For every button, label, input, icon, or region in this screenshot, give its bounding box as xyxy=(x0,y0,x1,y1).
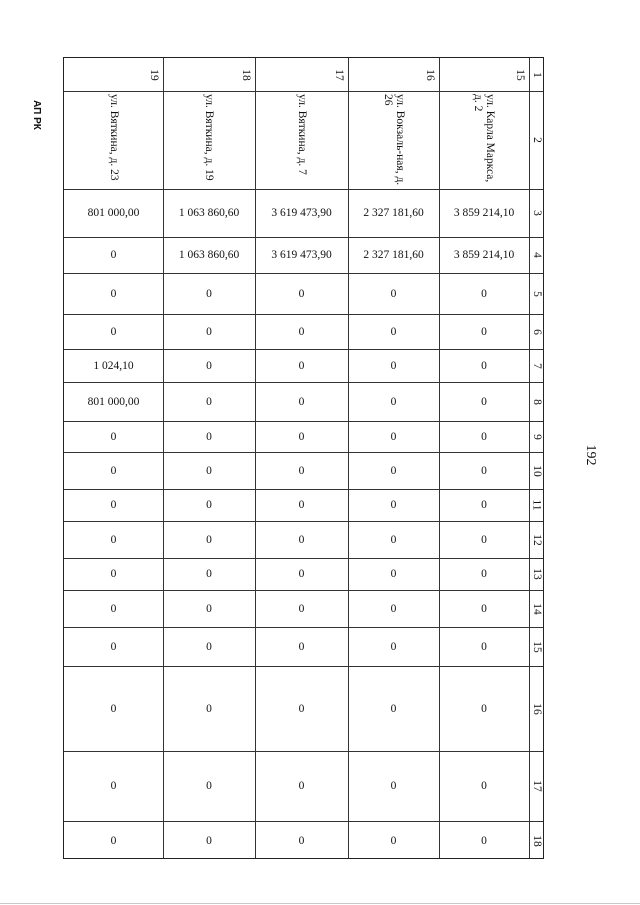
value-cell-text: 0 xyxy=(206,430,212,443)
column-number-3 xyxy=(529,189,545,237)
value-cell xyxy=(255,452,348,489)
value-cell-text: 0 xyxy=(390,287,397,300)
column-number-18-text: 18 xyxy=(531,834,543,847)
address-text: ул. Вяткина, д. 7 xyxy=(295,94,308,175)
address-cell-16 xyxy=(348,91,439,189)
value-cell-text: 0 xyxy=(298,325,305,338)
value-cell-text: 0 xyxy=(481,602,487,615)
row-number-17-text: 17 xyxy=(332,68,345,81)
value-cell-text: 0 xyxy=(110,702,117,715)
page-bottom-rule xyxy=(0,903,640,904)
value-cell-text: 0 xyxy=(206,533,212,546)
column-number-13-text: 13 xyxy=(531,568,543,580)
column-number-14-text: 14 xyxy=(531,602,543,615)
value-cell-text: 0 xyxy=(206,395,212,408)
value-cell xyxy=(348,452,439,489)
column-number-15 xyxy=(529,627,545,666)
value-cell-text: 0 xyxy=(481,568,487,580)
column-number-16-text: 16 xyxy=(531,702,543,715)
value-cell-text: 0 xyxy=(206,568,212,580)
column-number-2-text: 2 xyxy=(531,137,543,143)
value-cell xyxy=(163,189,255,237)
value-cell-text: 0 xyxy=(481,640,487,653)
value-cell-text: 0 xyxy=(481,499,487,511)
value-cell xyxy=(439,273,529,314)
address-text: ул. Вяткина, д. 19 xyxy=(203,94,215,181)
value-cell xyxy=(163,521,255,558)
column-number-8 xyxy=(529,382,545,421)
value-cell-text: 0 xyxy=(206,325,212,338)
value-cell xyxy=(163,558,255,590)
column-number-1 xyxy=(529,58,545,91)
address-text: ул. Вяткина, д. 23 xyxy=(107,94,120,181)
value-cell xyxy=(163,627,255,666)
value-cell xyxy=(64,666,163,751)
value-cell-text: 801 000,00 xyxy=(87,395,140,408)
value-cell xyxy=(348,273,439,314)
value-cell-text: 0 xyxy=(390,568,397,580)
value-cell-text: 0 xyxy=(206,602,212,615)
address-cell-17 xyxy=(255,91,348,189)
value-cell-text: 2 327 181,60 xyxy=(363,207,424,219)
value-cell-text: 0 xyxy=(110,533,117,546)
value-cell-text: 0 xyxy=(298,834,305,847)
value-cell-text: 0 xyxy=(390,325,397,338)
value-cell-text: 0 xyxy=(390,834,397,847)
value-cell xyxy=(348,382,439,421)
value-cell xyxy=(64,273,163,314)
value-cell-text: 0 xyxy=(298,430,305,443)
value-cell-text: 0 xyxy=(298,640,305,653)
value-cell-text: 0 xyxy=(298,499,305,511)
value-cell-text: 0 xyxy=(206,702,212,715)
value-cell-text: 0 xyxy=(390,430,397,443)
value-cell xyxy=(163,421,255,452)
value-cell xyxy=(439,452,529,489)
value-cell-text: 0 xyxy=(206,640,212,653)
value-cell xyxy=(64,237,163,273)
value-cell xyxy=(64,489,163,521)
value-cell xyxy=(64,751,163,821)
value-cell xyxy=(255,558,348,590)
value-cell xyxy=(348,421,439,452)
value-cell xyxy=(439,349,529,382)
rotated-data-table xyxy=(63,57,544,859)
value-cell-text: 0 xyxy=(110,325,117,338)
column-number-9-text: 9 xyxy=(531,433,543,440)
value-cell xyxy=(255,521,348,558)
value-cell xyxy=(439,421,529,452)
value-cell-text: 1 024,10 xyxy=(93,359,134,372)
value-cell-text: 0 xyxy=(206,834,212,847)
address-text: ул. Вокзаль-ная, д. 26 xyxy=(381,94,406,186)
value-cell-text: 0 xyxy=(390,533,397,546)
value-cell xyxy=(348,489,439,521)
value-cell xyxy=(255,237,348,273)
value-cell xyxy=(255,273,348,314)
value-cell xyxy=(348,349,439,382)
value-cell xyxy=(255,314,348,349)
value-cell xyxy=(439,590,529,627)
value-cell xyxy=(439,382,529,421)
column-number-10-text: 10 xyxy=(531,464,543,477)
value-cell-text: 0 xyxy=(298,359,305,372)
value-cell-text: 0 xyxy=(110,568,117,580)
column-number-17-text: 17 xyxy=(531,780,543,792)
row-number-18 xyxy=(163,58,255,91)
value-cell-text: 0 xyxy=(206,464,212,477)
value-cell-text: 0 xyxy=(110,602,117,615)
value-cell xyxy=(348,666,439,751)
row-number-15 xyxy=(439,58,529,91)
value-cell xyxy=(163,273,255,314)
value-cell-text: 0 xyxy=(206,359,212,372)
column-number-7-text: 7 xyxy=(531,362,543,369)
value-cell xyxy=(439,489,529,521)
value-cell xyxy=(64,189,163,237)
value-cell-text: 0 xyxy=(298,568,305,580)
value-cell-text: 0 xyxy=(110,430,117,443)
value-cell-text: 0 xyxy=(298,602,305,615)
value-cell xyxy=(255,590,348,627)
value-cell-text: 0 xyxy=(298,287,305,300)
value-cell-text: 1 063 860,60 xyxy=(178,249,240,261)
address-cell-19 xyxy=(64,91,163,189)
value-cell xyxy=(439,558,529,590)
value-cell-text: 0 xyxy=(390,780,397,792)
value-cell-text: 801 000,00 xyxy=(87,207,140,219)
value-cell-text: 0 xyxy=(110,834,117,847)
column-number-12 xyxy=(529,521,545,558)
value-cell xyxy=(163,382,255,421)
column-number-12-text: 12 xyxy=(531,533,543,546)
value-cell-text: 3 859 214,10 xyxy=(453,207,515,219)
value-cell-text: 0 xyxy=(206,499,212,511)
row-number-19 xyxy=(64,58,163,91)
value-cell xyxy=(348,237,439,273)
column-number-9 xyxy=(529,421,545,452)
value-cell xyxy=(163,489,255,521)
value-cell xyxy=(439,314,529,349)
value-cell-text: 0 xyxy=(390,359,397,372)
value-cell xyxy=(348,751,439,821)
value-cell xyxy=(255,189,348,237)
value-cell xyxy=(64,382,163,421)
value-cell-text: 0 xyxy=(206,287,212,300)
address-cell-15 xyxy=(439,91,529,189)
value-cell xyxy=(439,751,529,821)
value-cell xyxy=(348,558,439,590)
value-cell-text: 0 xyxy=(206,780,212,792)
column-number-7 xyxy=(529,349,545,382)
value-cell-text: 0 xyxy=(110,287,117,300)
value-cell xyxy=(163,237,255,273)
value-cell-text: 0 xyxy=(481,325,487,338)
value-cell-text: 0 xyxy=(390,640,397,653)
column-number-4-text: 4 xyxy=(531,252,543,258)
value-cell-text: 0 xyxy=(298,464,305,477)
column-number-1-text: 1 xyxy=(531,71,543,78)
column-number-8-text: 8 xyxy=(531,398,543,405)
address-text: ул. Карла Маркса, д. 2 xyxy=(472,94,496,183)
value-cell xyxy=(439,189,529,237)
value-cell xyxy=(348,189,439,237)
value-cell-text: 2 327 181,60 xyxy=(363,249,424,261)
column-number-11-text: 11 xyxy=(530,499,543,511)
value-cell-text: 0 xyxy=(298,533,305,546)
address-cell-18 xyxy=(163,91,255,189)
value-cell xyxy=(439,521,529,558)
column-number-18 xyxy=(529,821,545,860)
value-cell xyxy=(439,666,529,751)
value-cell xyxy=(64,421,163,452)
value-cell-text: 0 xyxy=(390,395,397,408)
column-number-17 xyxy=(529,751,545,821)
value-cell-text: 0 xyxy=(481,834,487,847)
value-cell xyxy=(255,751,348,821)
value-cell xyxy=(163,751,255,821)
value-cell-text: 3 859 214,10 xyxy=(453,249,515,261)
value-cell-text: 0 xyxy=(481,780,487,792)
value-cell xyxy=(163,349,255,382)
value-cell xyxy=(348,314,439,349)
value-cell-text: 0 xyxy=(110,499,117,511)
value-cell xyxy=(348,521,439,558)
value-cell-text: 0 xyxy=(481,359,487,372)
value-cell xyxy=(64,821,163,860)
value-cell-text: 0 xyxy=(481,464,487,477)
value-cell xyxy=(439,627,529,666)
value-cell-text: 0 xyxy=(110,780,117,792)
column-number-6 xyxy=(529,314,545,349)
value-cell-text: 0 xyxy=(390,702,397,715)
column-number-13 xyxy=(529,558,545,590)
archive-stamp-label xyxy=(22,100,52,130)
row-number-19-text: 19 xyxy=(147,68,160,81)
value-cell xyxy=(64,521,163,558)
column-number-15-text: 15 xyxy=(531,640,543,653)
value-cell-text: 3 619 473,90 xyxy=(271,249,332,261)
value-cell xyxy=(255,627,348,666)
value-cell xyxy=(255,666,348,751)
value-cell-text: 0 xyxy=(110,464,117,477)
value-cell xyxy=(255,349,348,382)
row-number-15-text: 15 xyxy=(513,68,526,81)
value-cell xyxy=(439,237,529,273)
column-number-16 xyxy=(529,666,545,751)
value-cell-text: 0 xyxy=(390,499,397,511)
value-cell xyxy=(163,314,255,349)
value-cell-text: 0 xyxy=(481,430,487,443)
value-cell xyxy=(163,452,255,489)
value-cell xyxy=(255,421,348,452)
row-number-17 xyxy=(255,58,348,91)
value-cell-text: 0 xyxy=(390,464,397,477)
value-cell xyxy=(255,489,348,521)
column-number-6-text: 6 xyxy=(531,328,543,335)
column-number-5-text: 5 xyxy=(531,290,543,297)
column-number-5 xyxy=(529,273,545,314)
value-cell xyxy=(255,382,348,421)
column-number-14 xyxy=(529,590,545,627)
page-number xyxy=(575,435,605,475)
row-number-16 xyxy=(348,58,439,91)
value-cell-text: 0 xyxy=(481,533,487,546)
value-cell xyxy=(64,627,163,666)
column-number-2 xyxy=(529,91,545,189)
value-cell-text: 1 063 860,60 xyxy=(178,207,240,219)
value-cell xyxy=(64,590,163,627)
page-number-text: 192 xyxy=(583,444,598,466)
value-cell xyxy=(64,314,163,349)
archive-stamp-text: АП РК xyxy=(31,100,43,130)
column-number-11 xyxy=(529,489,545,521)
value-cell-text: 0 xyxy=(481,287,487,300)
value-cell xyxy=(64,558,163,590)
value-cell-text: 0 xyxy=(298,780,305,792)
value-cell xyxy=(348,590,439,627)
value-cell-text: 3 619 473,90 xyxy=(271,207,332,219)
value-cell-text: 0 xyxy=(481,395,487,408)
value-cell xyxy=(348,627,439,666)
value-cell-text: 0 xyxy=(298,395,305,408)
value-cell xyxy=(439,821,529,860)
value-cell-text: 0 xyxy=(481,702,487,715)
value-cell xyxy=(348,821,439,860)
value-cell-text: 0 xyxy=(110,249,117,261)
column-number-3-text: 3 xyxy=(531,210,543,216)
value-cell xyxy=(255,821,348,860)
row-number-18-text: 18 xyxy=(239,68,252,81)
value-cell xyxy=(163,821,255,860)
value-cell xyxy=(163,590,255,627)
value-cell xyxy=(163,666,255,751)
column-number-10 xyxy=(529,452,545,489)
value-cell-text: 0 xyxy=(390,602,397,615)
column-number-4 xyxy=(529,237,545,273)
value-cell-text: 0 xyxy=(298,702,305,715)
value-cell-text: 0 xyxy=(110,640,117,653)
row-number-16-text: 16 xyxy=(423,68,436,81)
value-cell xyxy=(64,452,163,489)
value-cell xyxy=(64,349,163,382)
